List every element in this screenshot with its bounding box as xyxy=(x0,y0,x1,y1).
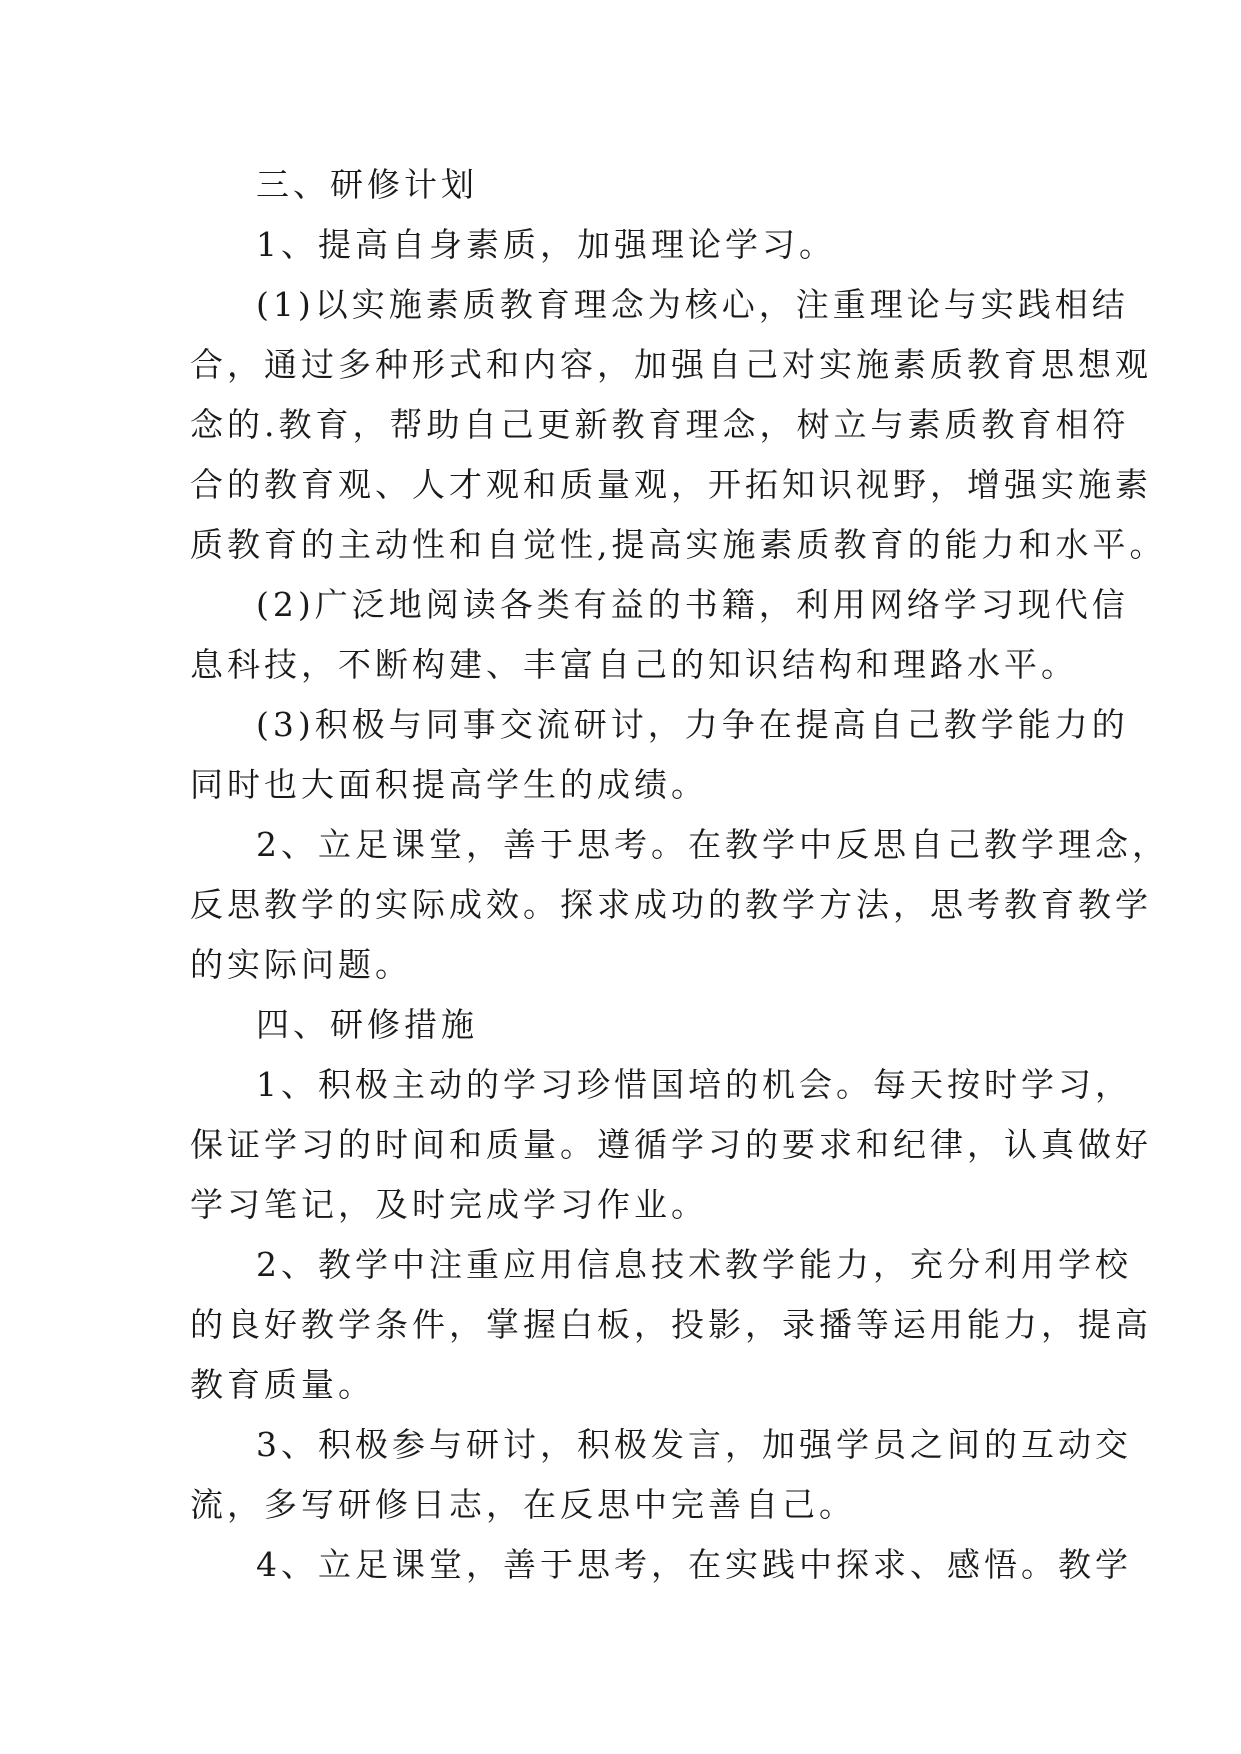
text-line: (1)以实施素质教育理念为核心，注重理论与实践相结 xyxy=(256,285,1129,324)
text-line: 1、积极主动的学习珍惜国培的机会。每天按时学习， xyxy=(256,1065,1132,1104)
text-line: (3)积极与同事交流研讨，力争在提高自己教学能力的 xyxy=(256,705,1129,744)
text-line: 合的教育观、人才观和质量观，开拓知识视野，增强实施素 xyxy=(190,465,1152,504)
text-line: 保证学习的时间和质量。遵循学习的要求和纪律，认真做好 xyxy=(190,1125,1152,1164)
text-line: 4、立足课堂，善于思考，在实践中探求、感悟。教学 xyxy=(256,1545,1132,1584)
text-line: 同时也大面积提高学生的成绩。 xyxy=(190,765,708,804)
text-line: 息科技，不断构建、丰富自己的知识结构和理路水平。 xyxy=(190,645,1078,684)
text-line: (2)广泛地阅读各类有益的书籍，利用网络学习现代信 xyxy=(256,585,1129,624)
text-line: 1、提高自身素质，加强理论学习。 xyxy=(256,225,836,264)
text-line: 流，多写研修日志，在反思中完善自己。 xyxy=(190,1485,856,1524)
document-body xyxy=(190,155,1169,1595)
text-line: 合，通过多种形式和内容，加强自己对实施素质教育思想观 xyxy=(190,345,1152,384)
text-line: 3、积极参与研讨，积极发言，加强学员之间的互动交 xyxy=(256,1425,1132,1464)
text-line: 四、研修措施 xyxy=(256,1005,478,1044)
text-line: 的实际问题。 xyxy=(190,945,412,984)
text-line: 质教育的主动性和自觉性,提高实施素质教育的能力和水平。 xyxy=(190,525,1167,564)
text-line: 学习笔记，及时完成学习作业。 xyxy=(190,1185,708,1224)
text-line: 的良好教学条件，掌握白板，投影，录播等运用能力，提高 xyxy=(190,1305,1152,1344)
text-line: 教育质量。 xyxy=(190,1365,375,1404)
text-line: 反思教学的实际成效。探求成功的教学方法，思考教育教学 xyxy=(190,885,1152,924)
text-line: 2、教学中注重应用信息技术教学能力，充分利用学校 xyxy=(256,1245,1132,1284)
text-line: 三、研修计划 xyxy=(256,165,478,204)
text-line: 念的.教育，帮助自己更新教育理念，树立与素质教育相符 xyxy=(190,405,1130,444)
text-line: 2、立足课堂，善于思考。在教学中反思自己教学理念， xyxy=(256,825,1169,864)
